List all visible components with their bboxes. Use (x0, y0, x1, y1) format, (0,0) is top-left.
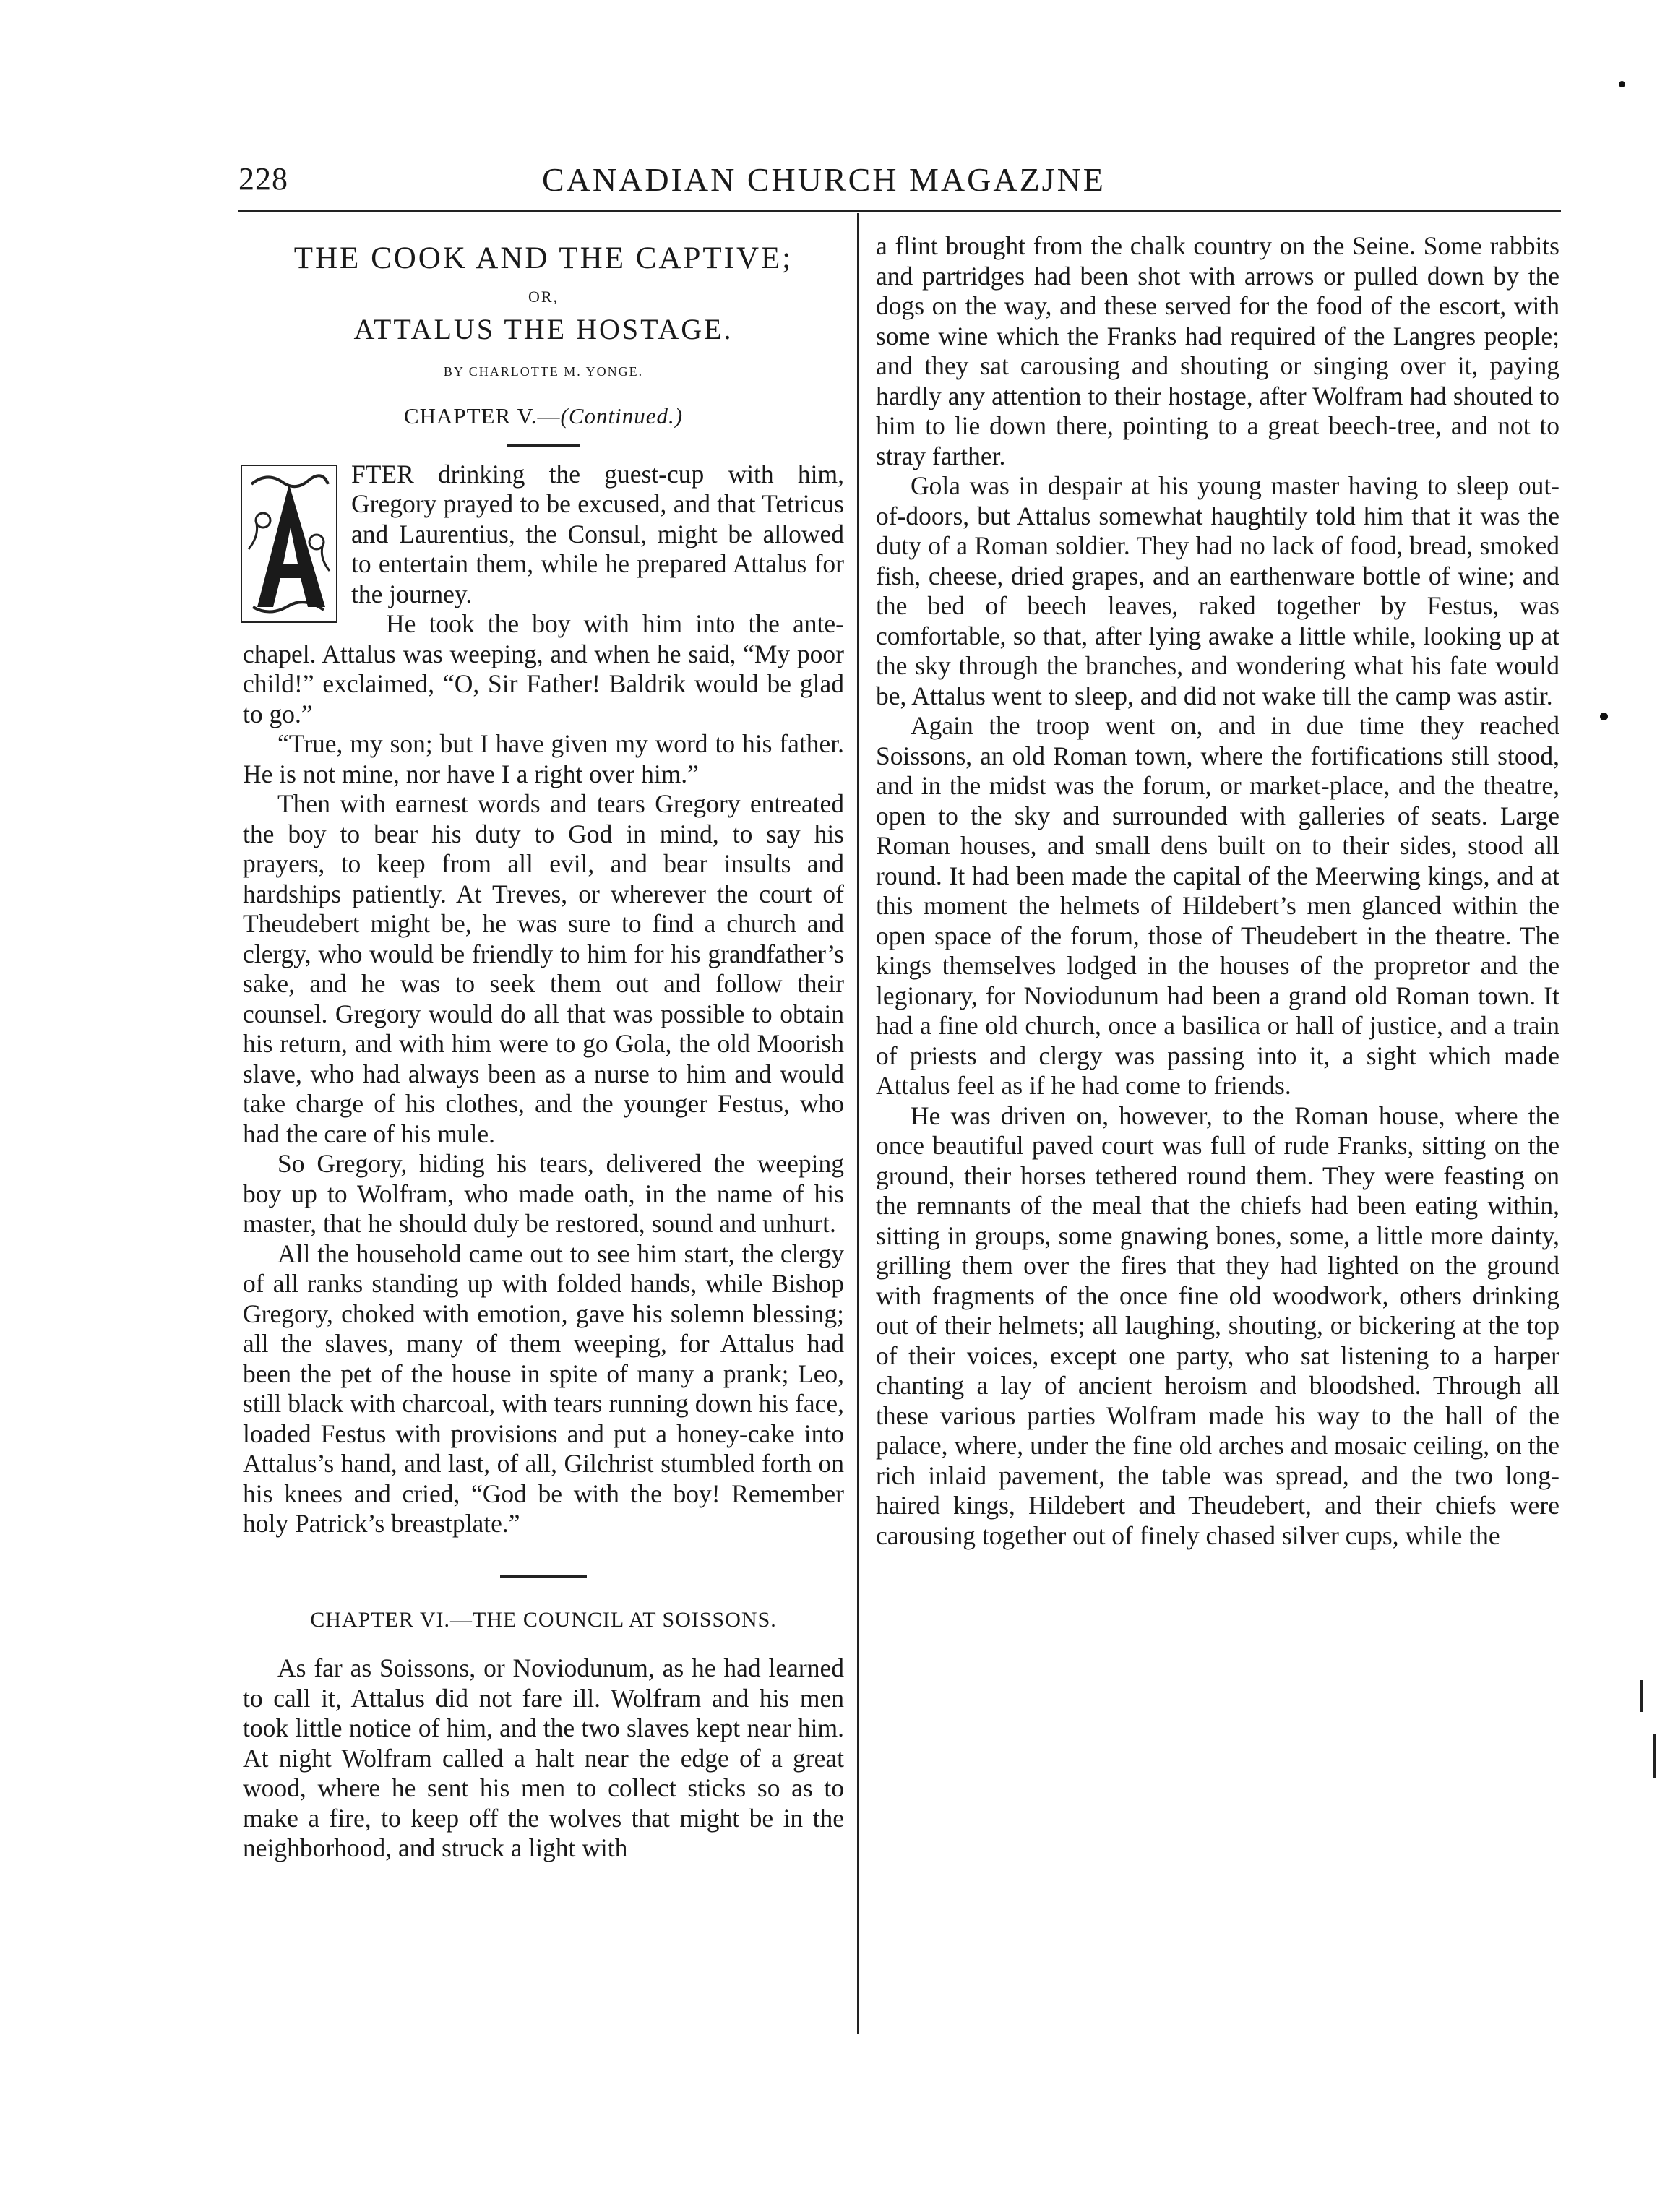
scan-margin-mark (1653, 1734, 1656, 1778)
paragraph: As far as Soissons, or Noviodunum, as he had learned to call it, Attalus did not fare ill. Wolfram and his men took little notice of him, and the two slaves kept near him. At night Wolfram called a halt near the edge of a great wood, where he sent his men to collect sticks so as to make a fire, to keep off the wolves that might be in the neighborhood, and struck a light with (243, 1653, 844, 1862)
paragraph: Gola was in despair at his young master having to sleep out-of-doors, but Attalus somewhat haughtily told him that it was the duty of a Roman soldier. They had no lack of food, bread, smoked fish, cheese, dried grapes, and an earthenware bottle of wine; and the bed of beech leaves, raked together by Festus, was comfortable, so that, after lying awake a little while, looking up at the sky through the branches, and wondering what his fate would be, Attalus went to sleep, and did not wake till the camp was astir. (876, 471, 1559, 710)
section-rule (507, 444, 580, 447)
running-head: CANADIAN CHURCH MAGAZJNE (542, 161, 1106, 198)
page-header (238, 160, 1561, 211)
chapter-6-heading: CHAPTER VI.—THE COUNCIL AT SOISSONS. (310, 1607, 777, 1632)
header-rule (238, 210, 1561, 212)
chapter-label: CHAPTER V.— (403, 403, 561, 429)
byline: BY CHARLOTTE M. YONGE. (443, 363, 644, 379)
first-paragraph (243, 460, 844, 610)
title-or: OR, (528, 288, 559, 306)
chapter-rule (500, 1575, 587, 1578)
article-title: THE COOK AND THE CAPTIVE; (293, 241, 793, 275)
chapter-continued: (Continued.) (560, 403, 684, 429)
right-column (876, 231, 1559, 1551)
first-paragraph-text: FTER drinking the guest-cup with him, Gregory prayed to be excused, and that Tetricus and Laurentius, the Consul, might be allowed to entertain them, while he prepared Attalus for the journey. (351, 459, 844, 608)
ornamental-drop-cap (238, 462, 340, 625)
paragraph: Then with earnest words and tears Gregory entreated the boy to bear his duty to God in mind, to say his prayers, to keep from all evil, and bear insults and hardships patiently. At Treves, or wherever the court of Theudebert might be, he was sure to find a church and clergy, who would be friendly to him for his grandfather’s sake, and he was to seek them out and follow their counsel. Gregory would do all that was possible to obtain his return, and with him were to go Gola, the old Moorish slave, who had always been as a nurse to him and would take charge of his clothes, and the younger Festus, who had the care of his mule. (243, 789, 844, 1148)
paragraph: “True, my son; but I have given my word to his father. He is not mine, nor have I a right over him.” (243, 729, 844, 788)
chapter-heading (243, 401, 844, 431)
paragraph: He was driven on, however, to the Roman house, where the once beautiful paved court was full of rude Franks, sitting on the ground, their horses tethered round them. They were feasting on the remnants of the meal that the chiefs had been eating within, sitting in groups, some gnawing bones, some, a little more dainty, grilling them over the fires that they had lighted on the ground with fragments of the once fine old woodwork, others drinking out of their helmets; all laughing, shouting, or bickering at the top of their voices, except one party, who sat listening to a harper chanting a lay of ancient heroism and bloodshed. Through all these various parties Wolfram made his way to the hall of the palace, where, under the fine old arches and mosaic ceiling, on the rich inlaid pavement, the table was spread, and the two long-haired kings, Hildebert and Theudebert, and their chiefs were carousing together out of finely chased silver cups, while the (876, 1101, 1559, 1550)
page-number: 228 (238, 161, 288, 197)
drop-cap-ornament-icon (238, 462, 340, 625)
article-subtitle: ATTALUS THE HOSTAGE. (353, 312, 733, 345)
column-divider (857, 213, 859, 2034)
paragraph: He took the boy with him into the ante-chapel. Attalus was weeping, and when he said, “My poor child!” exclaimed, “O, Sir Father! Baldrik would be glad to go.” (243, 609, 844, 728)
left-column (243, 231, 844, 1864)
paragraph: a flint brought from the chalk country on the Seine. Some rabbits and partridges had been shot with arrows or pulled down by the dogs on the way, and these served for the food of the escort, with some wine which the Franks had required of the Langres people; and they sat carousing and shouting or singing over it, paying hardly any attention to their hostage, after Wolfram had shouted to him to lie down there, pointing to a great beech-tree, and not to stray farther. (876, 231, 1559, 470)
paragraph: Again the troop went on, and in due time they reached Soissons, an old Roman town, where the fortifications still stood, and in the midst was the forum, or market-place, and the theatre, open to the sky and surrounded with galleries of seats. Large Roman houses, and small dens built on to their sides, stood all round. It had been made the capital of the Meerwing kings, and at this moment the helmets of Hildebert’s men glanced within the open space of the forum, those of Theudebert in the theatre. The kings themselves lodged in the houses of the propretor and the legionary, for Noviodunum had been a grand old Roman town. It had a fine old church, once a basilica or hall of justice, and a train of priests and clergy was passing into it, a sight which made Attalus feel as if he had come to friends. (876, 711, 1559, 1100)
scan-margin-mark (1640, 1680, 1643, 1712)
paragraph: All the household came out to see him start, the clergy of all ranks standing up with folded hands, while Bishop Gregory, choked with emotion, gave his solemn blessing; all the slaves, many of them weeping, for Attalus had been the pet of the house in spite of many a prank; Leo, still black with charcoal, with tears running down his face, loaded Festus with provisions and put a honey-cake into Attalus’s hand, and last, of all, Gilchrist stumbled forth on his knees and cried, “God be with the boy! Remember holy Patrick’s breastplate.” (243, 1239, 844, 1538)
scan-speck (1619, 81, 1625, 87)
paragraph: So Gregory, hiding his tears, delivered the weeping boy up to Wolfram, who made oath, in the name of his master, that he should duly be restored, sound and unhurt. (243, 1149, 844, 1238)
scan-speck (1600, 713, 1608, 720)
